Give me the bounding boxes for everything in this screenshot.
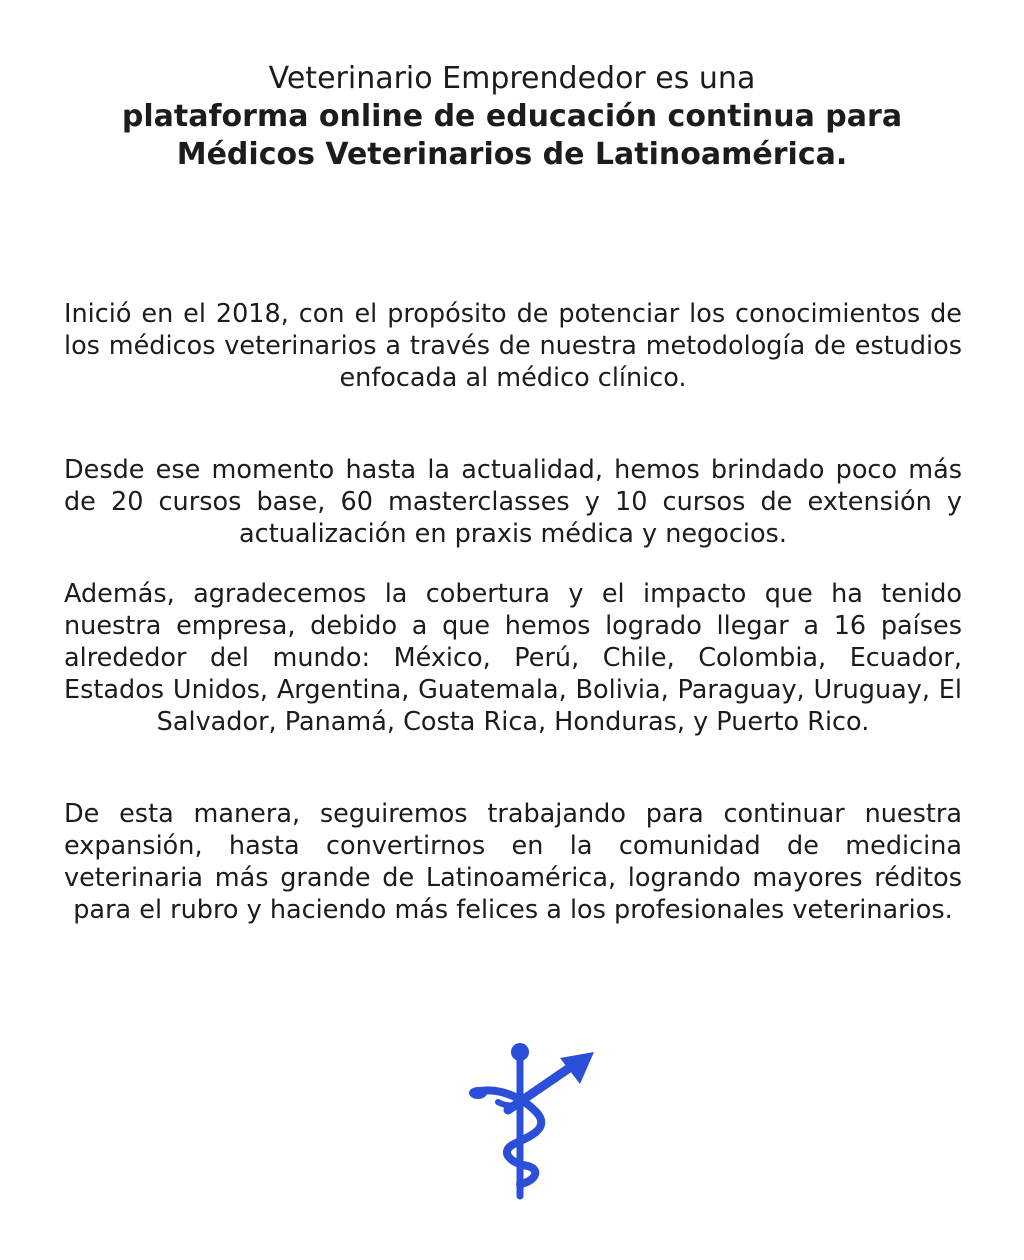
- paragraph-origin: Inició en el 2018, con el propósito de potenciar los conocimientos de los médicos veterinarios a través de nuestra metodología de estudios enfocada al médico clínico.: [64, 299, 962, 393]
- paragraph-courses: Desde ese momento hasta la actualidad, hemos brindado poco más de 20 cursos base, 60 masterclasses y 10 cursos de extensión y actualización en praxis médica y negocios.: [64, 455, 962, 549]
- headline-intro: Veterinario Emprendedor es una: [268, 61, 756, 96]
- paragraph-countries: Además, agradecemos la cobertura y el impacto que ha tenido nuestra empresa, debido a que hemos logrado llegar a 16 países alrededor del mundo: México, Perú, Chile, Colombia, Ecuador, Estados Unidos, Argentina, Guatemala, Bolivia, Paraguay, Uruguay, El Salvador, Panamá, Costa Rica, Honduras, y Puerto Rico.: [64, 579, 962, 737]
- veterinary-caduceus-icon: [468, 1040, 598, 1200]
- paragraph-future: De esta manera, seguiremos trabajando para continuar nuestra expansión, hasta convertirnos en la comunidad de medicina veterinaria más grande de Latinoamérica, logrando mayores réditos para el rubro y haciendo más felices a los profesionales veterinarios.: [64, 799, 962, 925]
- headline-bold: plataforma online de educación continua para Médicos Veterinarios de Latinoamérica.: [121, 99, 903, 172]
- headline: [90, 60, 934, 174]
